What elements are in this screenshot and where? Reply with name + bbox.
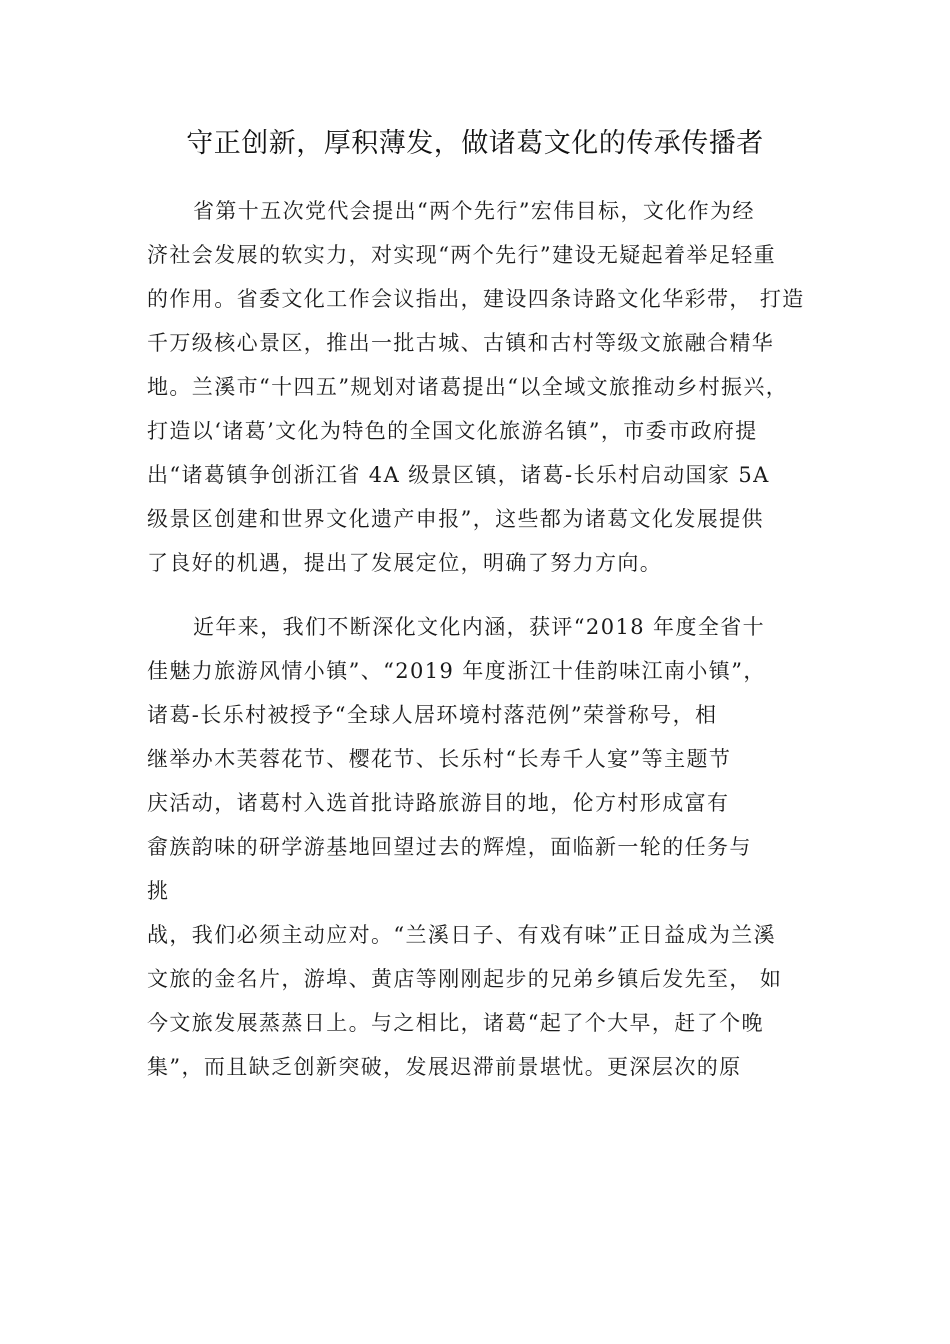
paragraph-line: 近年来，我们不断深化文化内涵，获评“2018 年度全省十 [193,615,766,639]
paragraph-line: 佳魅力旅游风情小镇”、“2019 年度浙江十佳韵味江南小镇”， [147,659,766,683]
paragraph-line: 战，我们必须主动应对。“兰溪日子、有戏有味”正日益成为兰溪 [147,923,777,947]
paragraph-line: 的作用。省委文化工作会议指出，建设四条诗路文化华彩带， 打造 [147,287,805,311]
paragraph-line: 地。兰溪市“十四五”规划对诸葛提出“以全域文旅推动乡村振兴， [147,375,789,399]
paragraph-line: 省第十五次党代会提出“两个先行”宏伟目标，文化作为经 [193,199,755,223]
paragraph-line: 文旅的金名片，游埠、黄店等刚刚起步的兄弟乡镇后发先至， 如 [147,967,783,991]
paragraph-line: 打造以‘诸葛’文化为特色的全国文化旅游名镇”，市委市政府提 [147,419,758,443]
paragraph-line: 挑 [147,879,170,903]
paragraph-line: 继举办木芙蓉花节、樱花节、长乐村“长寿千人宴”等主题节 [147,747,732,771]
paragraph-line: 了良好的机遇，提出了发展定位，明确了努力方向。 [147,551,663,575]
paragraph-line: 今文旅发展蒸蒸日上。与之相比，诸葛“起了个大早，赶了个晚 [147,1011,764,1035]
paragraph-line: 级景区创建和世界文化遗产申报”，这些都为诸葛文化发展提供 [147,507,764,531]
paragraph-line: 济社会发展的软实力，对实现“两个先行”建设无疑起着举足轻重 [147,243,777,267]
paragraph-line: 诸葛-长乐村被授予“全球人居环境村落范例”荣誉称号，相 [147,703,718,727]
paragraph-line: 千万级核心景区，推出一批古城、古镇和古村等级文旅融合精华 [147,331,775,355]
paragraph-line: 集”，而且缺乏创新突破，发展迟滞前景堪忧。更深层次的原 [147,1055,742,1079]
paragraph-line: 出“诸葛镇争创浙江省 4A 级景区镇，诸葛-长乐村启动国家 5A [147,463,770,487]
paragraph-line: 庆活动，诸葛村入选首批诗路旅游目的地，伦方村形成富有 [147,791,730,815]
paragraph-line: 畲族韵味的研学游基地回望过去的辉煌，面临新一轮的任务与 [147,835,752,859]
document-title: 守正创新，厚积薄发，做诸葛文化的传承传播者 [186,128,764,159]
